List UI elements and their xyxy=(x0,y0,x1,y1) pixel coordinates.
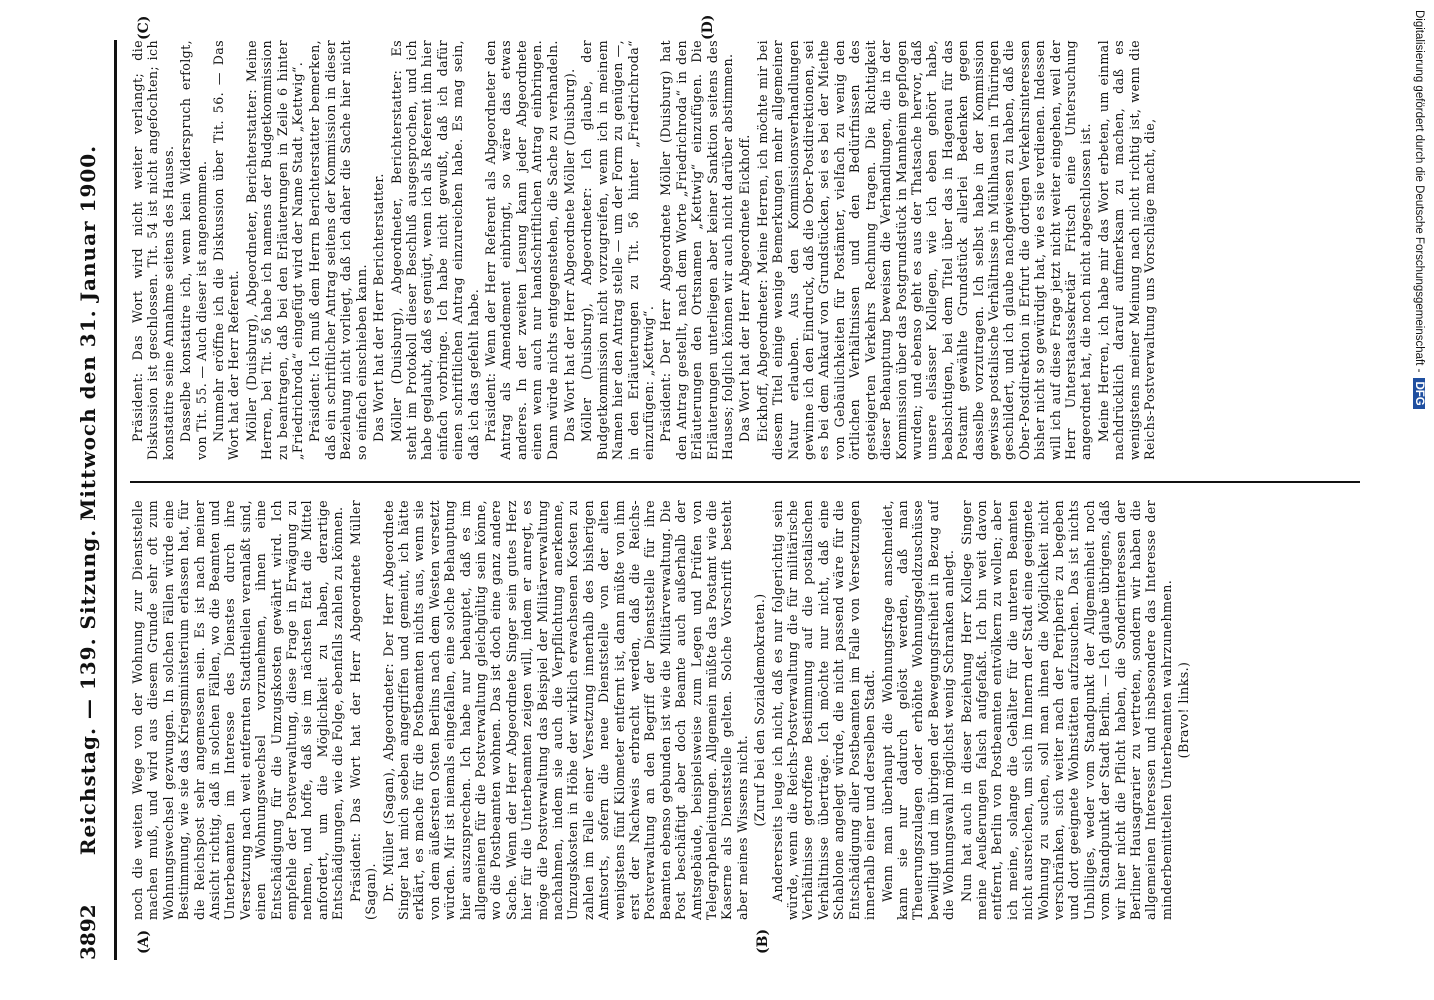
header-rule xyxy=(114,40,117,960)
column-left xyxy=(130,500,1370,920)
paragraph: Dr. Müller (Sagan), Abgeordneter: Der Herr Abgeordnete Singer hat mich soeben angegriffen und gemeint, ich hätte erklärt, es mache für die Postbeamten nichts aus, wenn sie von dem äußersten Osten Berlins nach dem Westen versetzt würden. Mir ist niemals eingefallen, eine solche Behauptung hier auszusprechen. Ich habe nur behauptet, daß es im allgemeinen für die Postverwaltung gleichgültig sein könne, wo die Postbeamten wohnen. Das ist doch eine ganz andere Sache. Wenn der Herr Abgeordnete Singer sein gutes Herz hier für die Unterbeamten zeigen will, indem er anregt, es möge die Postverwaltung das Beispiel der Militärverwaltung nachahmen, indem sie auch die Verpflichtung anerkenne, Umzugskosten in Höhe der wirklich erwachsenen Kosten zu zahlen im Falle einer Versetzung innerhalb des bisherigen Amtsorts, sofern die neue Dienststelle von der alten wenigstens fünf Kilometer entfernt ist, dann müßte von ihm erst der Nachweis erbracht werden, daß die Reichs-Postverwaltung an den Begriff der Dienststelle für ihre Beamten ebenso gebunden ist wie die Militärverwaltung. Die Post beschäftigt aber doch Beamte auch außerhalb der Amtsgebäude, beispielsweise zum Legen und Prüfen von Telegraphenleitungen. Allgemein müßte das Postamt wie die Kaserne als Dienststelle gelten. Solche Vorschrift besteht aber meines Wissens nicht. xyxy=(380,500,750,920)
paragraph: Möller (Duisburg), Abgeordneter: Ich glaube, der Budgetkommission nicht vorzugreifen, wenn ich in meinem Namen hier den Antrag stelle — um der Form zu genügen —, in den Erläuterungen zu Tit. 56 hinter „Friedrichroda“ einzufügen: „Kettwig“. xyxy=(579,40,656,460)
paragraph: Präsident: Wenn der Herr Referent als Abgeordneter den Antrag als Amendement einbringt, so wäre das etwas anderes. In der zweiten Lesung kann jeder Abgeordnete einen wenn auch nur handschriftlichen Antrag einbringen. Dann würde nichts entgegenstehen, die Sache zu verhandeln. xyxy=(482,40,560,460)
paragraph: Meine Herren, ich habe mir das Wort erbeten, um einmal nachdrücklich darauf aufmerksam zu machen, daß es wenigstens meiner Meinung nach nicht richtig ist, wenn die Reichs-Postverwaltung uns Vorschläge macht, die, xyxy=(1095,40,1157,460)
dfg-badge: DFG xyxy=(1413,378,1425,408)
page-title: Reichstag. — 139. Sitzung. Mittwoch den 31. Januar 1900. xyxy=(76,144,100,856)
marker-c: (C) xyxy=(136,15,152,40)
paragraph: Andererseits leuge ich nicht, daß es nur folgerichtig sein würde, wenn die Reichs-Postverwaltung die für militärische Verhältnisse getroffene Bestimmung auf die postalischen Verhältnisse überträge. Ich möchte nur nicht, daß eine Schablone angelegt würde, die nicht passend wäre für die Entschädigung aller Postbeamten im Falle von Versetzungen innerhalb einer und derselben Stadt. xyxy=(769,500,878,920)
marker-b: (B) xyxy=(755,928,771,954)
digitization-footer xyxy=(1403,10,1427,990)
paragraph: Möller (Duisburg), Abgeordneter, Berichterstatter: Es steht im Protokoll dieser Beschluß ausgesprochen, und ich habe geglaubt, daß es genügt, wenn ich als Referent ihn hier einfach vorbringe. Ich habe nicht gewußt, daß ich dafür einen schriftlichen Antrag einzureichen habe. Es mag sein, daß ich das gefehlt habe. xyxy=(388,40,481,460)
footer-text-wrap xyxy=(1403,10,1425,990)
paragraph: Das Wort hat der Herr Abgeordnete Möller (Duisburg). xyxy=(561,68,577,442)
marker-d: (D) xyxy=(700,14,716,40)
paragraph: Dasselbe konstatire ich, wenn kein Widerspruch erfolgt, von Tit. 55. — Auch dieser ist angenommen. xyxy=(178,40,209,460)
paragraph: Präsident: Das Wort hat der Herr Abgeordnete Müller (Sagan). xyxy=(347,500,379,920)
paragraph: Präsident: Der Herr Abgeordnete Möller (Duisburg) hat den Antrag gestellt, nach dem Worte „Friedrichroda“ in den Erläuterungen den Ortsnamen „Kettwig“ einzufügen. Die Erläuterungen unterliegen aber keiner Sanktion seitens des Hauses; folglich können wir auch nicht darüber abstimmen. xyxy=(658,40,736,460)
paragraph: Präsident: Das Wort wird nicht weiter verlangt; die Diskussion ist geschlossen. Tit. 54 ist nicht angefochten; ich konstatire seine Annahme seitens des Hauses. xyxy=(130,40,176,460)
rotated-page-content xyxy=(40,0,1390,1000)
interjection: (Bravo! links.) xyxy=(1176,661,1192,759)
marker-a: (A) xyxy=(136,929,152,954)
page-number: 3892 xyxy=(76,904,100,960)
paragraph: Nunmehr eröffne ich die Diskussion über Tit. 56. — Das Wort hat der Herr Referent. xyxy=(211,40,242,460)
paragraph: Nun hat auch in dieser Beziehung Herr Kollege Singer meine Aeußerungen falsch aufgefaßt. Ich bin weit davon entfernt, Berlin von Postbeamten entvölkern zu wollen; aber ich meine, solange die Gehälter für die unteren Beamten nicht ausreichen, um sich im Innern der Stadt eine geeignete Wohnung zu suchen, soll man ihnen die Möglichkeit nicht verschränken, sich weiter nach der Peripherie zu begeben und dort geeignete Wohnstätten aufzusuchen. Das ist nichts Unbilliges, weder vom Standpunkt der Allgemeinheit noch vom Standpunkt der Stadt Berlin. — Ich glaube übrigens, daß wir hier nicht die Pflicht haben, die Sonderinteressen der Berliner Hausagrarier zu vertreten, sondern wir haben die allgemeinen Interessen und insbesondere das Interesse der minderbemittelten Unterbeamten wahrzunehmen. xyxy=(958,500,1174,920)
interjection: (Zuruf bei den Sozialdemokraten.) xyxy=(752,593,768,827)
column-right xyxy=(130,40,1370,460)
paragraph: Präsident: Ich muß dem Herrn Berichterstatter bemerken, daß ein schriftlicher Antrag seitens der Kommission in dieser Beziehung nicht vorliegt, daß ich daher die Sache hier nicht so einfach einschieben kann. xyxy=(307,40,369,460)
paragraph: Möller (Duisburg), Abgeordneter, Berichterstatter: Meine Herren, bei Tit. 56 habe ich namens der Budgetkommission zu beantragen, daß bei den Erläuterungen in Zeile 6 hinter „Friedrichroda“ eingefügt wird der Name Stadt „Kettwig“. xyxy=(243,40,306,460)
paragraph: Eickhoff, Abgeordneter: Meine Herren, ich möchte mir bei diesem Titel einige wenige Bemerkungen mehr allgemeiner Natur erlauben. Aus den Kommissionsverhandlungen gewinne ich den Eindruck, daß die Ober-Postdirektionen, sei es bei dem Ankauf von Grundstücken, sei es bei der Miethe von Gebäulichkeiten für Postämter, vielfach zu wenig den örtlichen Verhältnissen und den Bedürfnissen des gesteigerten Verkehrs Rechnung tragen. Die Richtigkeit dieser Behauptung beweisen die Verhandlungen, die in der Kommission über das Postgrundstück in Mannheim gepflogen wurden; und ebenso geht es aus der Thatsache hervor, daß unsere elsässer Kollegen, wie ich eben gehört habe, beabsichtigen, bei dem Titel über das in Hagenau für das Postamt gewählte Grundstück allerlei Bedenken gegen dasselbe vorzutragen. Ich selbst habe in der Kommission gewisse postalische Verhältnisse in Mühlhausen in Thüringen geschildert, und ich glaube nachgewiesen zu haben, daß die Ober-Postdirektion in Erfurt die dortigen Verkehrsinteressen bisher nicht so gewürdigt hat, wie es sie verdienen. Indessen will ich auf diese Frage jetzt nicht weiter eingehen, weil der Herr Unterstaatssekretär Fritsch eine Untersuchung angeordnet hat, die noch nicht abgeschlossen ist. xyxy=(754,40,1094,460)
running-header xyxy=(70,40,110,960)
footer-text: Digitalisierung gefördert durch die Deutsche Forschungsgemeinschaft - xyxy=(1413,10,1425,373)
paragraph: Das Wort hat der Herr Abgeordnete Eickhoff. xyxy=(737,134,753,442)
column-divider xyxy=(130,481,1360,483)
paragraph: Wenn man überhaupt die Wohnungsfrage anschneidet, kann sie nur dadurch gelöst werden, daß man Theuerungszulagen oder erhöhte Wohnungsgeldzuschüsse bewilligt und im übrigen der Bewegungsfreiheit in Bezug auf die Wohnungswahl möglichst wenig Schranken anlegt. xyxy=(879,500,957,920)
paragraph: Das Wort hat der Herr Berichterstatter. xyxy=(371,173,387,442)
paragraph: noch die weiten Wege von der Wohnung zur Dienststelle machen muß, und wird aus diesem Grunde sehr oft zum Wohnungswechsel gezwungen. In solchen Fällen würde eine Bestimmung, wie sie das Kriegsministerium erlassen hat, für die Reichspost sehr angemessen sein. Es ist nach meiner Ansicht richtig, daß in solchen Fällen, wo die Beamten und Unterbeamten im Interesse des Dienstes durch ihre Versetzung nach weit entfernten Stadttheilen veranlaßt sind, einen Wohnungswechsel vorzunehmen, ihnen eine Entschädigung für die Umzugskosten gewährt wird. Ich empfehle der Postverwaltung, diese Frage in Erwägung zu nehmen, und hoffe, daß sie im nächsten Etat die Mittel anfordert, um die Möglichkeit zu haben, derartige Entschädigungen, wie die Folge, ebenfalls zahlen zu können. xyxy=(130,500,346,920)
